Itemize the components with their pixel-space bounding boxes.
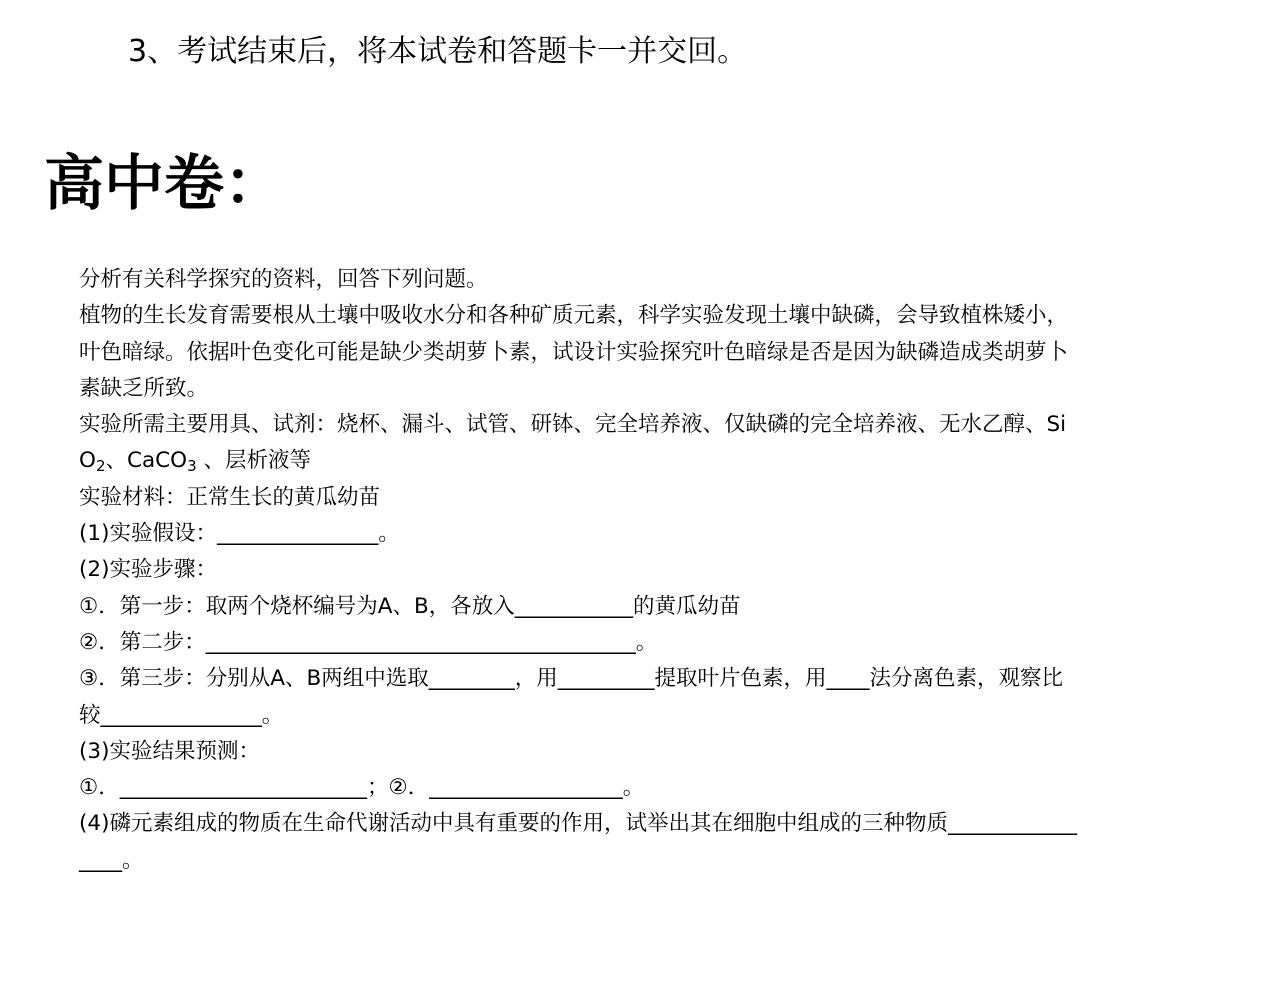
reagent-caco: 、CaCO bbox=[105, 448, 188, 474]
question-intro: 分析有关科学探究的资料，回答下列问题。 bbox=[79, 267, 488, 292]
reagent-caco-subscript: 3 bbox=[187, 457, 197, 476]
step-3-line-2: 较_______________。 bbox=[79, 702, 284, 728]
background-line-3: 素缺乏所致。 bbox=[79, 375, 209, 401]
background-line-2: 叶色暗绿。依据叶色变化可能是缺少类胡萝卜素，试设计实验探究叶色暗绿是否是因为缺磷造成类胡萝卜 bbox=[79, 339, 1069, 365]
reagents-line-2 bbox=[79, 443, 1199, 479]
question-block bbox=[79, 262, 1199, 879]
results-title: (3)实验结果预测： bbox=[79, 738, 260, 764]
step-1-line: ①．第一步：取两个烧杯编号为A、B，各放入___________的黄瓜幼苗 bbox=[79, 593, 741, 619]
exam-instruction: 3、考试结束后，将本试卷和答题卡一并交回。 bbox=[128, 34, 748, 69]
reagent-o: O bbox=[79, 448, 96, 474]
background-line-1: 植物的生长发育需要根从土壤中吸收水分和各种矿质元素，科学实验发现土壤中缺磷，会导致植株矮小， bbox=[79, 303, 1069, 329]
reagent-o-subscript: 2 bbox=[95, 457, 106, 476]
results-line: ①．_______________________；②．__________________。 bbox=[79, 775, 645, 801]
step-2-line: ②．第二步：________________________________________。 bbox=[79, 629, 658, 655]
hypothesis-line: (1)实验假设：_______________。 bbox=[79, 521, 400, 547]
step-3-line-1: ③．第三步：分别从A、B两组中选取________，用_________提取叶片色素，用____法分离色素，观察比 bbox=[79, 666, 1063, 692]
reagents-line-1: 实验所需主要用具、试剂：烧杯、漏斗、试管、研钵、完全培养液、仅缺磷的完全培养液、无水乙醇、Si bbox=[79, 412, 1067, 438]
reagent-rest: 、层析液等 bbox=[196, 448, 311, 474]
section-title: 高中卷： bbox=[44, 149, 284, 219]
materials-line: 实验材料：正常生长的黄瓜幼苗 bbox=[79, 484, 381, 510]
q4-line-1: (4)磷元素组成的物质在生命代谢活动中具有重要的作用，试举出其在细胞中组成的三种物质____________ bbox=[79, 811, 1077, 837]
q4-line-2: ____。 bbox=[79, 847, 144, 873]
steps-title: (2)实验步骤： bbox=[79, 557, 217, 583]
